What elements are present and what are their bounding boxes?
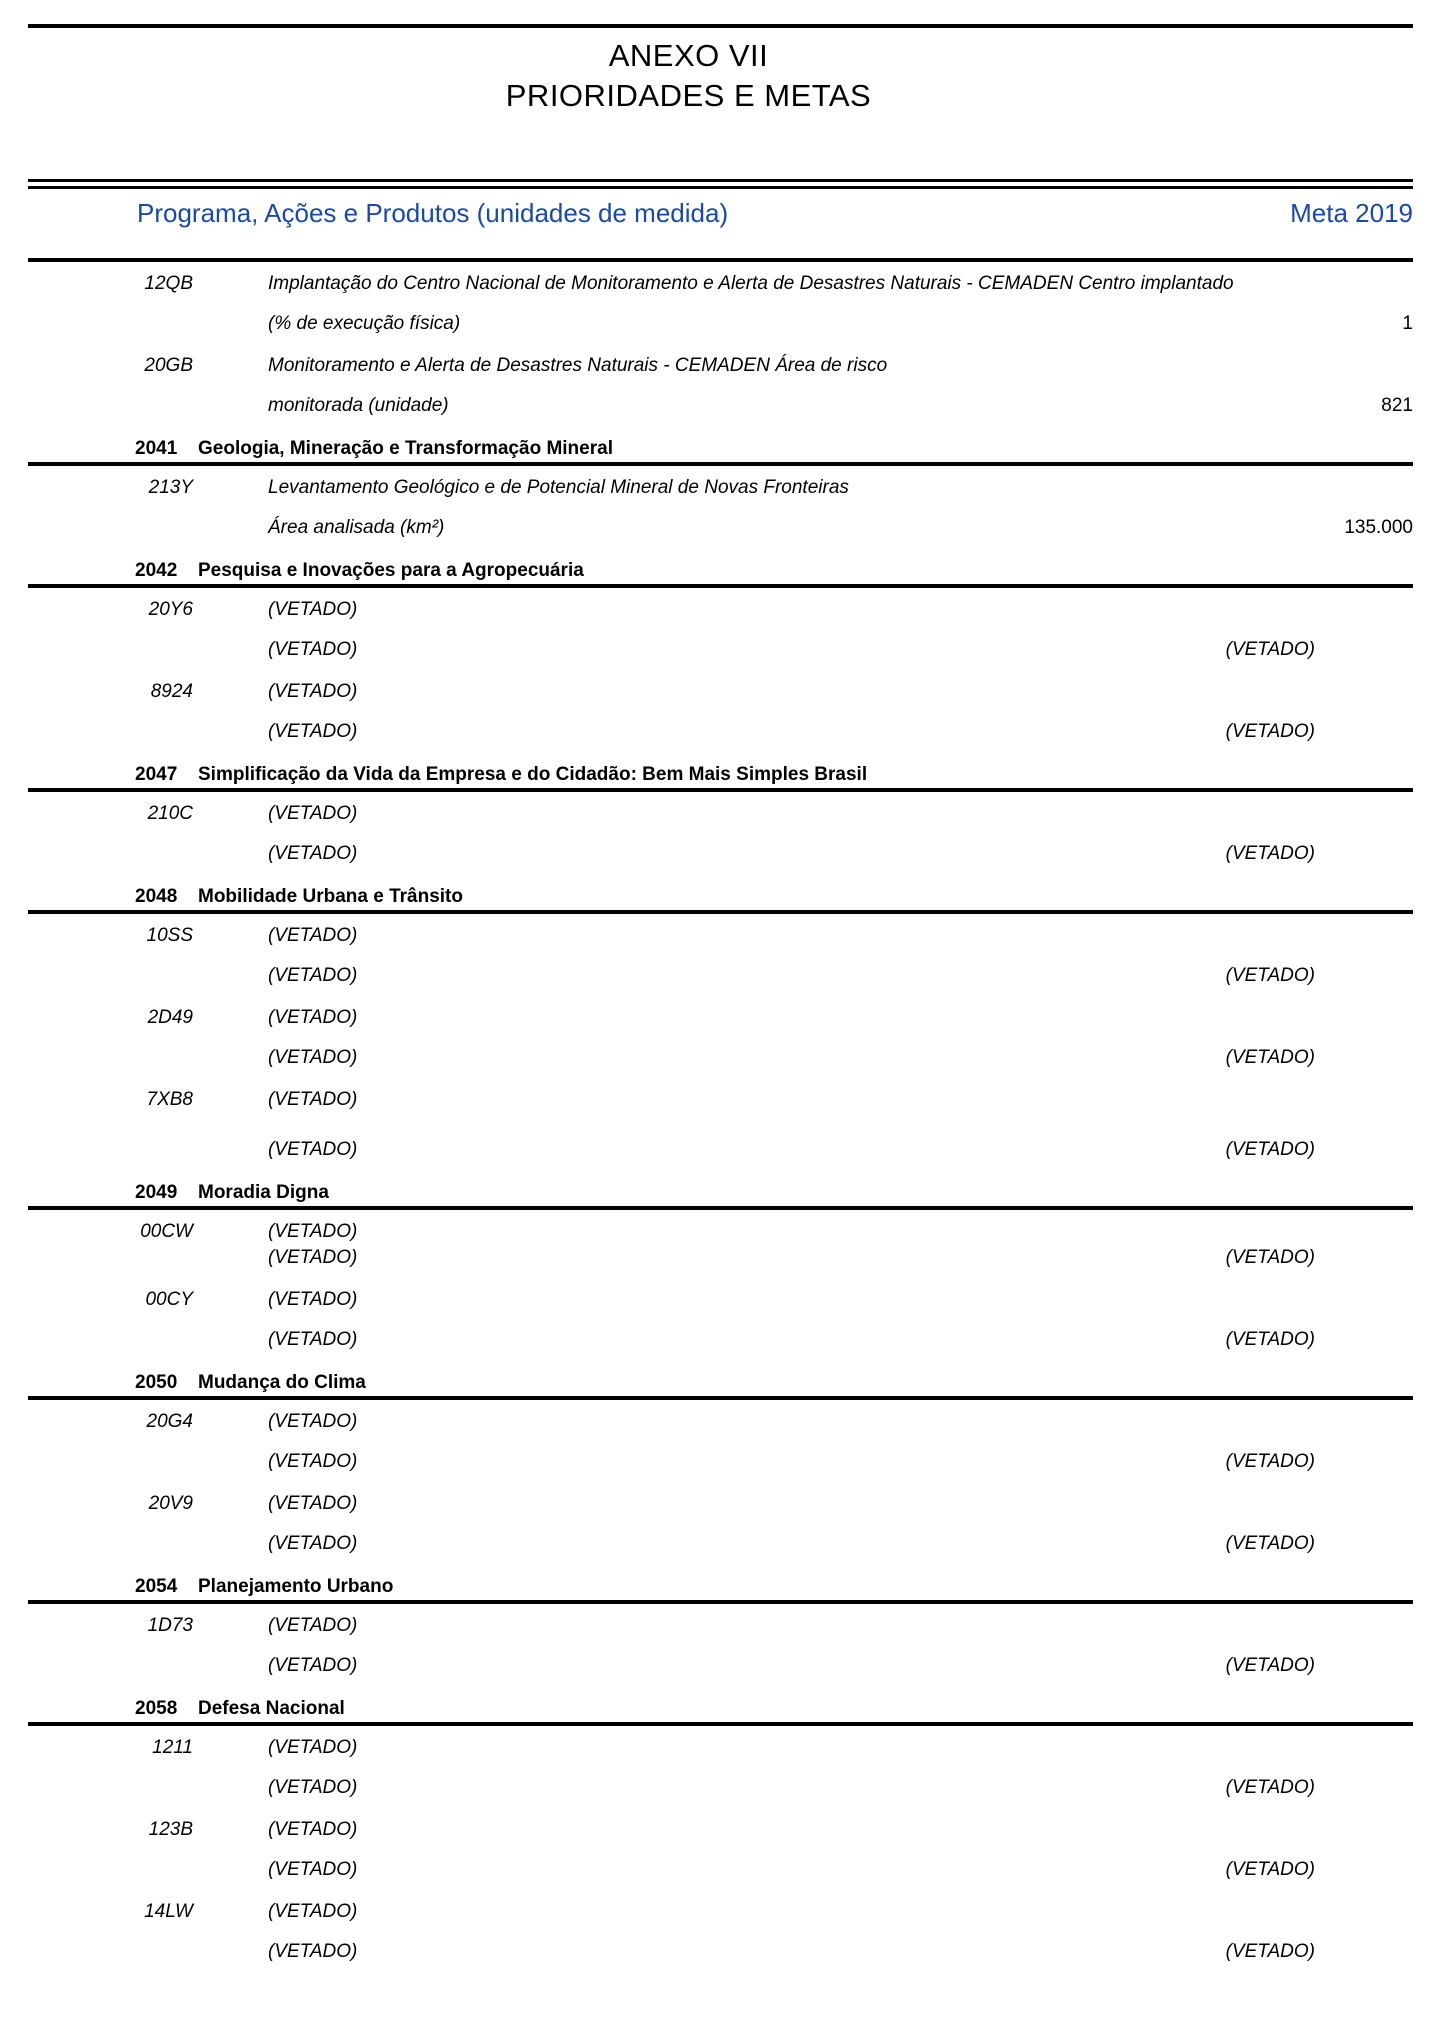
action-code: 00CW <box>140 1221 193 1242</box>
action-description: (VETADO) <box>268 803 358 824</box>
program-row <box>28 437 1413 466</box>
section-divider-rule <box>28 462 1413 466</box>
action-row <box>28 1736 1413 1800</box>
program-row-line <box>28 1181 1413 1205</box>
action-row-line1 <box>28 598 1413 622</box>
action-row <box>28 802 1413 866</box>
section-divider-rule <box>28 584 1413 588</box>
action-product-unit: (VETADO) <box>268 1139 358 1160</box>
table-header-meta-2019: Meta 2019 <box>1290 198 1413 228</box>
program-title: Mobilidade Urbana e Trânsito <box>198 886 463 907</box>
section-divider-rule <box>28 910 1413 914</box>
document-title-line1: ANEXO VII <box>608 38 769 73</box>
action-description: Levantamento Geológico e de Potencial Mineral de Novas Fronteiras <box>268 477 849 498</box>
action-code: 1D73 <box>147 1615 193 1636</box>
action-row-line2 <box>28 394 1413 418</box>
action-description: (VETADO) <box>268 1901 358 1922</box>
action-row-line1 <box>28 680 1413 704</box>
program-code: 2054 <box>135 1576 178 1597</box>
action-row <box>28 1410 1413 1474</box>
action-row-line2 <box>28 720 1413 744</box>
action-product-unit: (VETADO) <box>268 1451 358 1472</box>
action-product-unit: (VETADO) <box>268 843 358 864</box>
action-row <box>28 1614 1413 1678</box>
action-row-line2 <box>28 638 1413 662</box>
program-title: Planejamento Urbano <box>198 1576 394 1597</box>
action-row-line2 <box>28 1776 1413 1800</box>
meta-value: (VETADO) <box>1225 1247 1315 1268</box>
document-title <box>28 36 1413 116</box>
action-row-line2 <box>28 1858 1413 1882</box>
action-description: (VETADO) <box>268 599 358 620</box>
table-top-double-rule <box>28 179 1413 189</box>
action-code: 2D49 <box>147 1007 193 1028</box>
action-product-unit: monitorada (unidade) <box>268 395 449 416</box>
action-code: 8924 <box>150 681 193 702</box>
program-title: Defesa Nacional <box>198 1698 345 1719</box>
action-product-unit: (VETADO) <box>268 965 358 986</box>
action-code: 213Y <box>148 477 193 498</box>
action-row-line2 <box>28 312 1413 336</box>
action-row-line1 <box>28 1492 1413 1516</box>
action-row-line1 <box>28 1736 1413 1760</box>
action-row-line2 <box>28 842 1413 866</box>
action-product-unit: (VETADO) <box>268 1941 358 1962</box>
action-code: 123B <box>148 1819 193 1840</box>
program-row <box>28 763 1413 792</box>
program-code: 2049 <box>135 1182 178 1203</box>
meta-value: (VETADO) <box>1225 1533 1315 1554</box>
action-code: 12QB <box>144 273 193 294</box>
action-row <box>28 354 1413 418</box>
meta-value: 135.000 <box>1344 517 1413 538</box>
meta-value: (VETADO) <box>1225 1859 1315 1880</box>
table-header-row <box>28 197 1413 229</box>
action-product-unit: (VETADO) <box>268 1533 358 1554</box>
action-row-line1 <box>28 1900 1413 1924</box>
table-header-programs: Programa, Ações e Produtos (unidades de medida) <box>137 198 729 228</box>
meta-value: (VETADO) <box>1225 965 1315 986</box>
program-title: Simplificação da Vida da Empresa e do Cidadão: Bem Mais Simples Brasil <box>198 764 868 785</box>
program-code: 2041 <box>135 438 178 459</box>
program-row-line <box>28 559 1413 583</box>
program-row-line <box>28 1371 1413 1395</box>
action-row-line1 <box>28 1614 1413 1638</box>
program-title: Moradia Digna <box>198 1182 329 1203</box>
program-row <box>28 1371 1413 1400</box>
table-body <box>28 272 1413 1964</box>
action-description: (VETADO) <box>268 1411 358 1432</box>
action-row-line1 <box>28 272 1413 296</box>
action-description: (VETADO) <box>268 1615 358 1636</box>
action-product-unit: (VETADO) <box>268 1329 358 1350</box>
section-divider-rule <box>28 1600 1413 1604</box>
program-row-line <box>28 437 1413 461</box>
program-row <box>28 1181 1413 1210</box>
action-description: (VETADO) <box>268 1737 358 1758</box>
action-row-line1 <box>28 476 1413 500</box>
program-row-line <box>28 1697 1413 1721</box>
action-row-line1 <box>28 1006 1413 1030</box>
action-description: (VETADO) <box>268 1289 358 1310</box>
action-product-unit: (VETADO) <box>268 639 358 660</box>
action-row-line1 <box>28 924 1413 948</box>
section-divider-rule <box>28 1722 1413 1726</box>
action-code: 20Y6 <box>148 599 193 620</box>
action-description: (VETADO) <box>268 1819 358 1840</box>
meta-value: (VETADO) <box>1225 1777 1315 1798</box>
action-row-line2 <box>28 1246 1413 1270</box>
program-code: 2047 <box>135 764 178 785</box>
meta-value: (VETADO) <box>1225 639 1315 660</box>
action-product-unit: (VETADO) <box>268 1777 358 1798</box>
action-row <box>28 1492 1413 1556</box>
program-title: Pesquisa e Inovações para a Agropecuária <box>198 560 584 581</box>
section-divider-rule <box>28 788 1413 792</box>
program-row-line <box>28 885 1413 909</box>
action-row-line1 <box>28 1220 1413 1244</box>
meta-value: (VETADO) <box>1225 1941 1315 1962</box>
action-row <box>28 272 1413 336</box>
action-row-line2 <box>28 1940 1413 1964</box>
action-product-unit: (VETADO) <box>268 1859 358 1880</box>
top-rule <box>28 24 1413 28</box>
action-row <box>28 1088 1413 1162</box>
meta-value: (VETADO) <box>1225 1139 1315 1160</box>
action-row <box>28 1900 1413 1964</box>
action-row-line2 <box>28 1654 1413 1678</box>
action-description: (VETADO) <box>268 1089 358 1110</box>
action-row-line1 <box>28 1288 1413 1312</box>
action-row-line1 <box>28 1818 1413 1842</box>
action-row-line2 <box>28 1532 1413 1556</box>
action-row <box>28 598 1413 662</box>
program-code: 2058 <box>135 1698 178 1719</box>
action-row <box>28 680 1413 744</box>
action-row-line1 <box>28 1088 1413 1112</box>
meta-value: (VETADO) <box>1225 1655 1315 1676</box>
program-row-line <box>28 763 1413 787</box>
meta-value: (VETADO) <box>1225 843 1315 864</box>
action-row-line2 <box>28 964 1413 988</box>
meta-value: (VETADO) <box>1225 1451 1315 1472</box>
action-code: 14LW <box>144 1901 193 1922</box>
program-title: Mudança do Clima <box>198 1372 366 1393</box>
action-description: (VETADO) <box>268 681 358 702</box>
action-description: (VETADO) <box>268 925 358 946</box>
action-product-unit: (VETADO) <box>268 1247 358 1268</box>
action-row-line2 <box>28 1450 1413 1474</box>
action-code: 20G4 <box>146 1411 193 1432</box>
action-description: (VETADO) <box>268 1007 358 1028</box>
action-code: 1211 <box>152 1737 193 1758</box>
program-code: 2050 <box>135 1372 178 1393</box>
action-row-line2 <box>28 516 1413 540</box>
program-row <box>28 559 1413 588</box>
meta-value: (VETADO) <box>1225 721 1315 742</box>
action-row <box>28 476 1413 540</box>
program-title: Geologia, Mineração e Transformação Mineral <box>198 438 613 459</box>
meta-value: (VETADO) <box>1225 1329 1315 1350</box>
action-row-line1 <box>28 802 1413 826</box>
program-code: 2042 <box>135 560 178 581</box>
action-row <box>28 924 1413 988</box>
action-code: 20V9 <box>148 1493 193 1514</box>
meta-value: 821 <box>1381 395 1413 416</box>
table-header-rule <box>28 258 1413 262</box>
action-product-unit: (VETADO) <box>268 721 358 742</box>
action-product-unit: (% de execução física) <box>268 313 461 334</box>
action-description: (VETADO) <box>268 1493 358 1514</box>
action-row-line2 <box>28 1046 1413 1070</box>
program-row <box>28 1697 1413 1726</box>
section-divider-rule <box>28 1396 1413 1400</box>
action-code: 10SS <box>146 925 193 946</box>
program-row-line <box>28 1575 1413 1599</box>
action-code: 20GB <box>144 355 193 376</box>
action-description: Monitoramento e Alerta de Desastres Naturais - CEMADEN Área de risco <box>268 355 888 376</box>
action-description: (VETADO) <box>268 1221 358 1242</box>
action-row-line2 <box>28 1328 1413 1352</box>
program-code: 2048 <box>135 886 178 907</box>
action-description: Implantação do Centro Nacional de Monitoramento e Alerta de Desastres Naturais - CEMADEN Centro implantado <box>268 273 1234 294</box>
action-product-unit: Área analisada (km²) <box>268 517 445 538</box>
action-code: 00CY <box>145 1289 193 1310</box>
section-divider-rule <box>28 1206 1413 1210</box>
document-content <box>28 24 1413 1964</box>
action-code: 7XB8 <box>146 1089 193 1110</box>
action-row <box>28 1220 1413 1270</box>
action-row-line1 <box>28 1410 1413 1434</box>
action-product-unit: (VETADO) <box>268 1047 358 1068</box>
document-title-line2: PRIORIDADES E METAS <box>505 78 872 113</box>
program-row <box>28 1575 1413 1604</box>
action-code: 210C <box>147 803 193 824</box>
action-product-unit: (VETADO) <box>268 1655 358 1676</box>
action-row <box>28 1818 1413 1882</box>
program-row <box>28 885 1413 914</box>
action-row-line1 <box>28 354 1413 378</box>
action-row <box>28 1288 1413 1352</box>
action-row-line2 <box>28 1138 1413 1162</box>
meta-value: 1 <box>1402 313 1413 334</box>
action-row <box>28 1006 1413 1070</box>
meta-value: (VETADO) <box>1225 1047 1315 1068</box>
